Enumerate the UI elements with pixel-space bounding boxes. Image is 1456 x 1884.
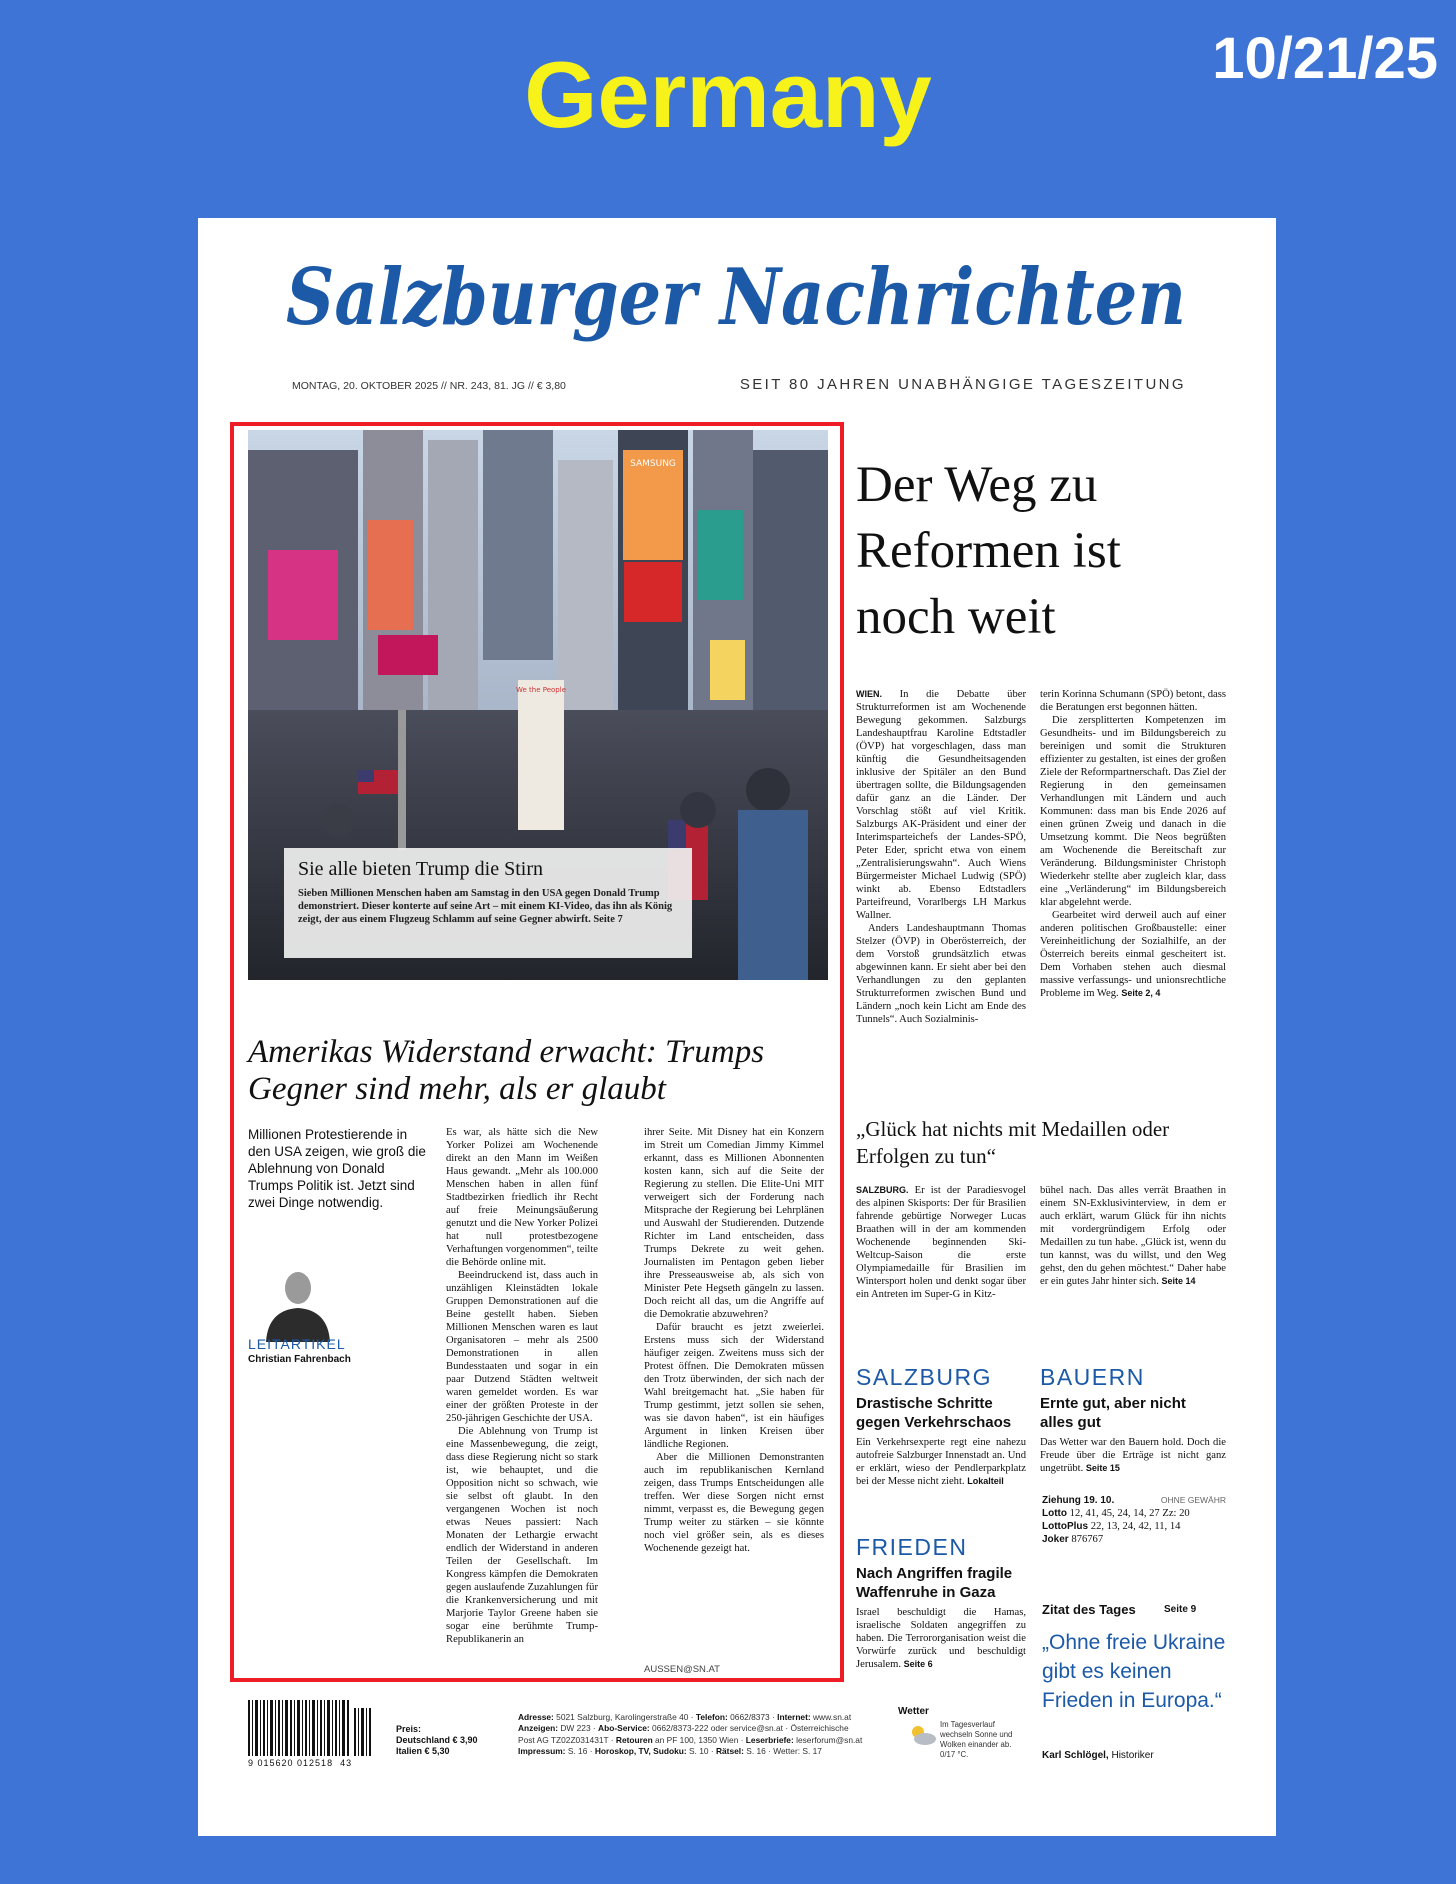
reform-paragraph: In die Debatte über Strukturreformen ist am Wochenende Bewegung gekommen. Salzburgs Landeshauptfrau Karoline Edtstadler (ÖVP) hat vorgeschlagen, dass man künftig die Gesundheitsagenden inklusive der Spitäler an den Bund übertragen sollte, die Bildungsagenden dafür ganz an die Länder. Der Vorschlag stößt auf viel Kritik. Salzburgs AK-Präsident und einer der Interimsparteichefs der Landes-SPÖ, Peter Eder, spricht etwa von einem „Zentralisierungswahn“. Auch Wiens Bürgermeister Michael Ludwig (SPÖ) winkt ab. Ebenso Edtstadlers Parteifreund, Vorarlbergs LH Markus Wallner. [856,689,1026,921]
zitat-role: Historiker [1111,1750,1154,1761]
reform-headline: Der Weg zu Reformen ist noch weit [856,457,1121,645]
ski-paragraph: Er ist der Paradiesvogel des alpinen Skisports: Der für Brasilien fahrende gebürtige Norweger Lucas Braathen will in der am kommenden Wochenende beginnenden Ski-Weltcup-Saison die erste Olympiamedaille für Brasilien im Wintersport holen und denkt sogar über ein Antreten im Super-G in Kitz- [856,1185,1026,1300]
teaser-page-salzburg: Lokalteil [967,1476,1004,1486]
zitat-quote: „Ohne freie Ukraine gibt es keinen Frieden in Europa.“ [1042,1631,1226,1712]
lead-column-2 [644,1126,824,1555]
lead-paragraph: Die Ablehnung von Trump ist eine Massenbewegung, die zeigt, dass diese Regierung nicht so stark ist, wie behauptet, und die Opposition nicht so schwach, wie sie selbst oft glaubt. In den vergangenen Wochen ist noch etwas Neues passiert: Nach Monaten der Lethargie erwacht endlich der Widerstand in anderen Teilen der Gesellschaft. Im Kongress kämpfen die Demokraten gegen auslaufende Zuzahlungen für die Krankenversicherung und mit Marjorie Taylor Greene haben sie sogar eine berühmte Trump-Republikanerin an [446,1426,598,1645]
joker-numbers: 876767 [1071,1534,1104,1545]
lottoplus-numbers: 22, 13, 24, 42, 11, 14 [1090,1521,1181,1532]
photo-caption-title: Sie alle bieten Trump die Stirn [298,858,543,880]
teaser-headline-frieden[interactable]: Nach Angriffen fragile Waffenruhe in Gaza [856,1565,1013,1601]
ski-page: Seite 14 [1161,1276,1196,1286]
weather-label: Wetter [898,1706,929,1717]
reform-page: Seite 2, 4 [1121,988,1161,998]
edition-info: MONTAG, 20. OKTOBER 2025 // NR. 243, 81. JG // € 3,80 [292,380,566,392]
ski-paragraph: bühel nach. Das alles verrät Braathen in einem SN-Exklusivinterview, in dem er auch erklärt, warum Glück für ihn nichts mit vordergründigem Erfolg oder Medaillen zu tun habe. „Glück ist, wenn du tun kannst, was du willst, und den Weg gehst, den du gehen möchtest.“ Daher habe er ein gutes Jahr hinter sich. [1040,1185,1226,1287]
ski-dateline: SALZBURG. [856,1185,909,1195]
protest-photo [248,430,828,980]
lead-intro: Millionen Protestierende in den USA zeigen, wie groß die Ablehnung von Donald Trumps Politik ist. Jetzt sind zwei Dinge notwendig. [248,1127,426,1210]
teaser-label-frieden: FRIEDEN [856,1534,968,1560]
masthead-logo [284,252,1188,343]
leitartikel-label: LEITARTIKEL [248,1336,346,1352]
lotto-note: OHNE GEWÄHR [1160,1495,1226,1505]
sun-cloud-icon [906,1722,938,1748]
ski-column-1 [856,1184,1026,1301]
photo-caption-text: Sieben Millionen Menschen haben am Samstag in den USA gegen Donald Trump demonstriert. Dieser konterte auf seine Art – mit einem KI-Video, das ihn als König zeigt, der aus einem Flugzeug Schlamm auf seine Gegner abwirft. [298,888,673,925]
photo-caption [284,848,692,958]
teaser-text-salzburg: Ein Verkehrsexperte regt eine nahezu autofreie Salzburger Innenstadt an. Und er erklärt, wieso der Pendlerparkplatz bei der Messe nicht zieht. Lokalteil [856,1437,1026,1487]
zitat-page: Seite 9 [1164,1604,1197,1615]
teaser-label-salzburg: SALZBURG [856,1364,992,1390]
reform-paragraph: Gearbeitet wird derweil auch auf einer anderen politischen Großbaustelle: einer Vereinheitlichung der Sozialhilfe, an der Österreich bereits einmal gescheitert ist. Dem Vorhaben stehen auch diesmal massive verfassungs- und unionsrechtliche Probleme im Weg. [1040,910,1226,999]
teaser-page-bauern: Seite 15 [1085,1463,1120,1473]
lottoplus-label: LottoPlus [1042,1521,1089,1532]
lead-paragraph: Es war, als hätte sich die New Yorker Polizei am Wochenende direkt an den Mann im Weißen Haus gewandt. „Mehr als 100.000 Menschen haben in allen fünf Stadtbezirken friedlich ihr Recht auf freie Meinungsäußerung genutzt und die New Yorker Polizei hat null protestbezogene Verhaftungen vorgenommen“, teilte die Behörde online mit. [446,1127,598,1268]
billboard-samsung: SAMSUNG [630,459,676,469]
price-germany: Deutschland € 3,90 [396,1735,478,1745]
lead-paragraph: Beeindruckend ist, dass auch in unzähligen Kleinstädten lokale Gruppen Demonstrationen auf die Beine gestellt haben. Sieben Millionen Menschen waren es laut Organisatoren – mehr als 2500 Demonstrationen in allen Bundesstaaten und sogar in ein paar Dutzend Städten weltweit waren gemeldet worden. Es war einer der größten Proteste in der 250-jährigen Geschichte der USA. [446,1270,598,1424]
lotto-results [1042,1494,1226,1546]
lead-paragraph: Dafür braucht es jetzt zweierlei. Erstens muss sich der Widerstand häufiger zeigen. Zweitens muss sich der Protest öffnen. Die Demokraten müssen den Trotz überwinden, der sich nach der Wahl breitgemacht hat. „Sie haben für Trump gestimmt, jetzt sollen sie sehen, was sie davon haben“, ist ein häufiges Argument in linken Kreisen über ländliche Regionen. [644,1322,824,1450]
newspaper-page [198,218,1276,1836]
lead-paragraph: ihrer Seite. Mit Disney hat ein Konzern im Streit um Comedian Jimmy Kimmel erkannt, dass es Millionen Abonnenten kosten kann, sich auf die Seite der Regierung zu stellen. Die Elite-Uni MIT verweigert sich der Forderung nach Mitsprache der Regierung bei Lehrplänen und Auswahl der Studierenden. Dutzende Richter im Land entscheiden, dass Trumps Dekrete zu weit gehen. Journalisten im Pentagon geben lieber ihre Presseausweise ab, als sich von Minister Pete Hegseth gängeln zu lassen. Doch reicht all das, um die Angriffe auf die Demokratie abzuwehren? [644,1127,824,1320]
teaser-text-frieden: Israel beschuldigt die Hamas, israelische Soldaten angegriffen zu haben. Die Terrororganisation weist die Vorwürfe zurück und beschuldigt Jerusalem. Seite 6 [856,1607,1026,1670]
teaser-headline-salzburg[interactable]: Drastische Schritte gegen Verkehrschaos [856,1395,1012,1431]
reform-column-2 [1040,688,1226,1000]
ski-headline: „Glück hat nichts mit Medaillen oder Erfolgen zu tun“ [856,1117,1170,1168]
price-italy: Italien € 5,30 [396,1746,450,1756]
lotto-label: Lotto [1042,1508,1067,1519]
lotto-title: Ziehung 19. 10. [1042,1495,1115,1506]
joker-label: Joker [1042,1534,1069,1545]
country-title: Germany [524,42,932,147]
zitat-author: Karl Schlögel, Historiker [1042,1750,1154,1761]
reform-paragraph: Anders Landeshauptmann Thomas Stelzer (ÖVP) in Oberösterreich, der dem Vorstoß grundsätzlich etwas abgewinnen kann. Er sieht aber bei den Verhandlungen zu den geplanten Strukturreformen zwischen Bund und Ländern „noch kein Licht am Ende des Tunnels“. Auch Sozialminis- [856,923,1026,1025]
reform-paragraph: terin Korinna Schumann (SPÖ) betont, dass die Beratungen erst begonnen hätten. [1040,689,1226,713]
reform-column-1 [856,688,1026,1026]
footer-info: Adresse: 5021 Salzburg, Karolingerstraße 40 · Telefon: 0662/8373 · Internet: www.sn.at Anzeigen: DW 223 · Abo-Service: 0662/8373-222 oder service@sn.at · Österreichische Post AG TZ02Z031431T · Retouren an PF 100, 1350 Wien · Leserbriefe: leserforum@sn.at Impressum: S. 16 · Horoskop, TV, Sudoku: S. 10 · Rätsel: S. 16 · Wetter: S. 17 [518,1712,863,1757]
date-label: 10/21/25 [1212,26,1438,91]
teaser-label-bauern: BAUERN [1040,1364,1145,1390]
price-label: Preis: [396,1724,422,1734]
price-info [396,1724,478,1757]
reform-dateline: WIEN. [856,689,882,699]
weather-text: Im Tagesverlauf wechseln Sonne und Wolken einander ab. 0/17 °C. [940,1720,1013,1759]
masthead-title: Salzburger Nachrichten [286,252,1186,343]
tagline: SEIT 80 JAHREN UNABHÄNGIGE TAGESZEITUNG [739,376,1186,393]
teaser-headline-bauern[interactable]: Ernte gut, aber nicht alles gut [1040,1395,1186,1431]
lead-column-1 [446,1126,598,1646]
teaser-text-bauern: Das Wetter war den Bauern hold. Doch die Freude über die Erträge ist nicht ganz ungetrübt. Seite 15 [1040,1437,1226,1474]
barcode-addon: 43 [340,1758,353,1768]
barcode-number: 9 015620 012518 43 [248,1758,353,1768]
lead-byline: AUSSEN@SN.AT [644,1664,720,1675]
lead-paragraph: Aber die Millionen Demonstranten auch im republikanischen Kernland zeigen, dass Trumps Entscheidungen alle treffen. Wer diese Sorgen nicht ernst nimmt, verpasst es, die Bewegung gegen Trump weiter zu stärken – sie könnte noch viel größer sein, als es dieses Wochenende gezeigt hat. [644,1452,824,1554]
photo-caption-page: Seite 7 [593,914,623,925]
author-portrait [258,1262,338,1342]
reform-paragraph: Die zersplitterten Kompetenzen im Gesundheits- und im Bildungsbereich zu bereinigen und somit die Strukturen effizienter zu gestalten, ist eines der großen Ziele der Reformpartnerschaft. Das Ziel der Regierung in den gemeinsamen Verhandlungen mit Ländern und auch Kommunen: dass man bis Ende 2026 auf einen grünen Zweig und danach in die Umsetzung kommt. Die Neos begrüßten am Wochenende die Bereitschaft zur Veränderung. Bildungsminister Christoph Wiederkehr stellte aber zugleich klar, dass eine „Verländerung“ im Bildungsbereich klar abgelehnt werde. [1040,715,1226,908]
zitat-label: Zitat des Tages [1042,1602,1136,1617]
lotto-numbers: 12, 41, 45, 24, 14, 27 Zz: 20 [1069,1508,1190,1519]
barcode [248,1700,374,1756]
protest-sign-text: We the People [515,686,567,694]
teaser-page-frieden: Seite 6 [903,1659,933,1669]
lead-headline: Amerikas Widerstand erwacht: Trumps Gegner sind mehr, als er glaubt [248,1034,765,1107]
author-name: Christian Fahrenbach [248,1354,351,1365]
ski-column-2 [1040,1184,1226,1288]
